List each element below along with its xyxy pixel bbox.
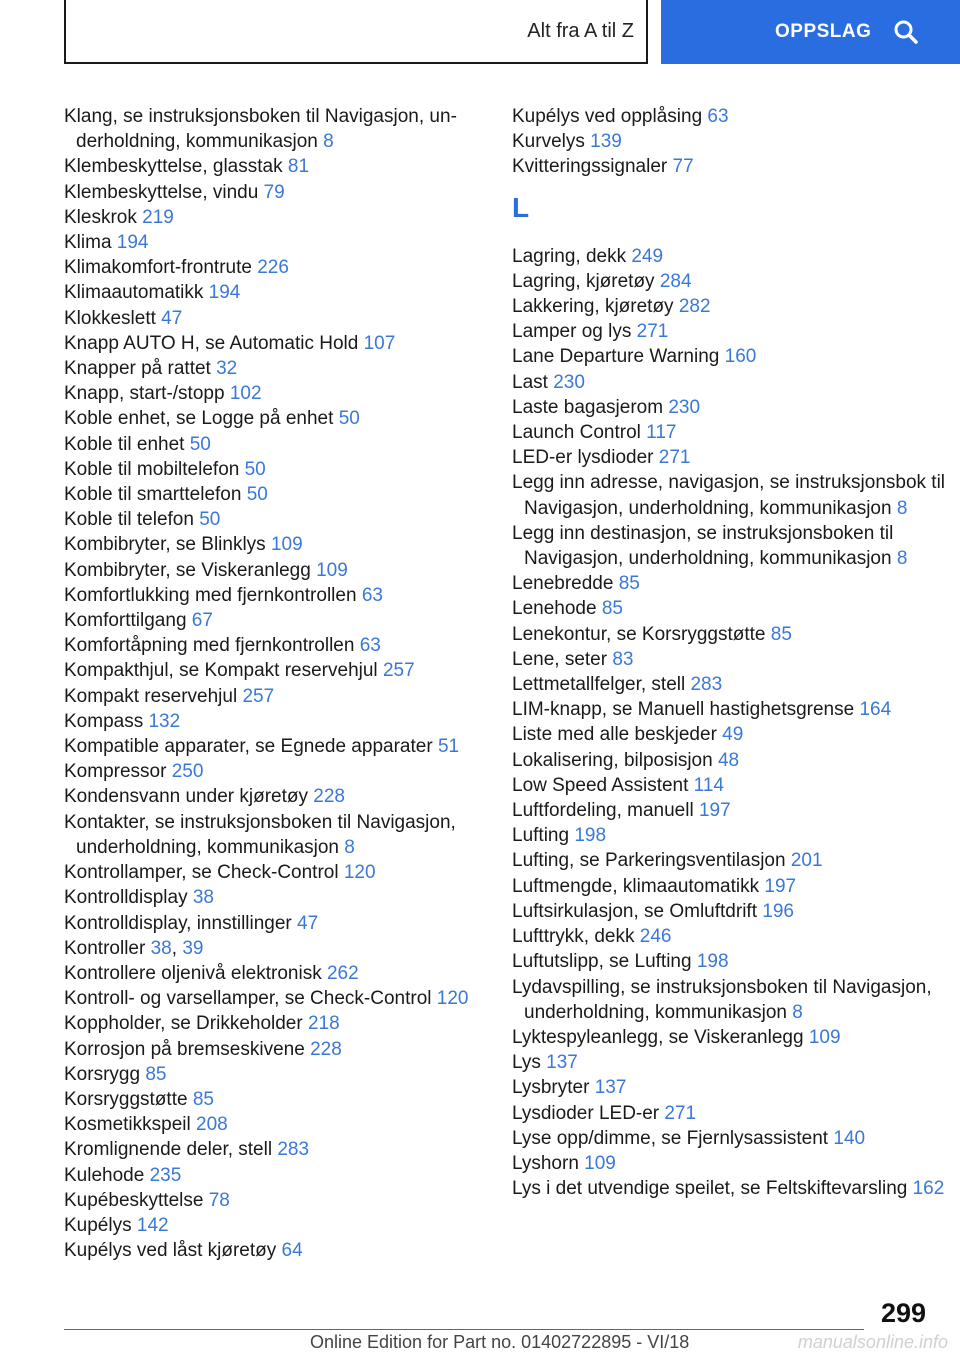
- index-entry: [512, 1126, 952, 1151]
- index-term: Kontroller: [64, 937, 146, 959]
- index-entry: [64, 532, 484, 557]
- index-entry: Kontroller 38, 39: [64, 937, 204, 959]
- index-column-left: [64, 104, 484, 1263]
- index-entry: [64, 280, 484, 305]
- page-reference-link[interactable]: 164: [859, 699, 892, 721]
- index-term: Lufttrykk, dekk: [512, 926, 635, 948]
- index-term: Kulehode: [64, 1164, 145, 1186]
- index-term: LIM-knapp, se Manuell hastighetsgrense: [512, 699, 855, 721]
- index-entry: [64, 1163, 484, 1188]
- lookup-tab-label: OPPSLAG: [775, 21, 872, 42]
- index-term: Kombibryter, se Blinklys: [64, 534, 266, 556]
- page-reference-link[interactable]: 249: [631, 245, 664, 267]
- index-term: Lys: [512, 1052, 541, 1074]
- index-entry: [64, 784, 484, 809]
- page-reference-link[interactable]: 235: [149, 1164, 182, 1186]
- page-reference-link[interactable]: 283: [690, 674, 723, 696]
- page-reference-link[interactable]: 198: [696, 951, 729, 973]
- index-term: Klembeskyttelse, vindu: [64, 181, 259, 203]
- index-entry: [512, 571, 952, 596]
- index-entry: [64, 583, 484, 608]
- index-entry: [512, 798, 952, 823]
- page-reference-link[interactable]: 246: [639, 926, 672, 948]
- page-reference-link[interactable]: 271: [636, 321, 669, 343]
- index-entry: [512, 370, 952, 395]
- page-reference-link[interactable]: 198: [574, 825, 607, 847]
- page-reference-link[interactable]: 51: [437, 736, 460, 758]
- index-entry: [64, 734, 484, 759]
- page-reference-link[interactable]: 48: [717, 749, 740, 771]
- page-reference-link[interactable]: 218: [307, 1013, 340, 1035]
- index-term: Komforttilgang: [64, 610, 187, 632]
- index-term: Kupélys ved låst kjøretøy: [64, 1240, 277, 1262]
- page-reference-link[interactable]: 114: [693, 774, 724, 796]
- index-term: Kontrolldisplay: [64, 887, 188, 909]
- index-entry: [512, 949, 952, 974]
- index-entry: [64, 1062, 484, 1087]
- page-reference-link[interactable]: 196: [762, 900, 794, 922]
- page-reference-link[interactable]: 77: [672, 156, 694, 178]
- index-term: Low Speed Assistent: [512, 774, 689, 796]
- page-reference-link[interactable]: 64: [281, 1240, 303, 1262]
- index-term: Knapp AUTO H, se Automatic Hold: [64, 332, 359, 354]
- page-reference-link[interactable]: 120: [436, 988, 469, 1010]
- index-term: Kontrollere oljenivå elektronisk: [64, 962, 322, 984]
- page-reference-link[interactable]: 85: [618, 573, 640, 595]
- index-entry: [512, 975, 952, 1025]
- index-entry: [64, 608, 484, 633]
- letter-heading: L: [512, 191, 530, 223]
- index-term: Kombibryter, se Viskeranlegg: [64, 559, 311, 581]
- page-reference-link[interactable]: 50: [338, 408, 360, 430]
- index-entry: [64, 759, 484, 784]
- index-entry: [512, 104, 952, 129]
- page-reference-link[interactable]: 230: [553, 371, 585, 393]
- index-entry: [64, 180, 484, 205]
- index-entry: [64, 986, 484, 1011]
- page-reference-link[interactable]: 284: [659, 270, 692, 292]
- index-term: Kleskrok: [64, 206, 137, 228]
- index-term: Korsrygg: [64, 1063, 141, 1085]
- page-reference-link[interactable]: 50: [246, 484, 268, 506]
- index-term: Kondensvann under kjøretøy: [64, 786, 308, 808]
- page-reference-link[interactable]: 257: [242, 685, 275, 707]
- page-reference-link[interactable]: 109: [316, 559, 348, 581]
- edition-text: Online Edition for Part no. 01402722895 - VI/18: [310, 1332, 690, 1352]
- page-reference-link[interactable]: 50: [199, 509, 221, 531]
- index-term: Legg inn adresse, navigasjon, se instruksjonsbok til Navigasjon, underholdning, kommunikasjon: [512, 472, 946, 519]
- index-term: Koble til mobiltelefon: [64, 458, 240, 480]
- index-term: Kupélys: [64, 1214, 132, 1236]
- index-term: Kontrolldisplay, innstillinger: [64, 912, 292, 934]
- page-reference-link[interactable]: 63: [707, 106, 729, 127]
- page-reference-link[interactable]: 139: [590, 131, 622, 153]
- index-term: Koble til smarttelefon: [64, 484, 242, 506]
- page-reference-link[interactable]: 271: [664, 1102, 697, 1124]
- section-title-tab: [64, 0, 648, 64]
- index-entry: [64, 1011, 484, 1036]
- index-entry: [512, 1050, 952, 1075]
- footer-divider: [64, 1329, 864, 1330]
- index-entry: [64, 381, 484, 406]
- search-icon[interactable]: [893, 19, 919, 45]
- index-term: Luftutslipp, se Lufting: [512, 951, 692, 973]
- index-term: Kvitteringssignaler: [512, 156, 668, 178]
- index-entry: [64, 205, 484, 230]
- index-entry: [64, 684, 484, 709]
- index-entry: [512, 269, 952, 294]
- index-term: Klima: [64, 232, 112, 254]
- index-term: Lydavspilling, se instruksjonsboken til Navigasjon, underholdning, kommunikasjon: [512, 976, 932, 1023]
- index-entry: [512, 244, 952, 269]
- index-entry: [64, 482, 484, 507]
- index-term: Laste bagasjerom: [512, 396, 664, 418]
- index-entry: [512, 722, 952, 747]
- page-reference-link[interactable]: 137: [594, 1077, 627, 1099]
- index-entry: [512, 672, 952, 697]
- index-entry: [512, 596, 952, 621]
- page-reference-link[interactable]: 39: [182, 937, 204, 959]
- page-reference-link[interactable]: 8: [344, 836, 355, 858]
- page-reference-link[interactable]: 85: [601, 598, 623, 620]
- index-entry: [64, 230, 484, 255]
- page-reference-link[interactable]: 197: [698, 800, 731, 822]
- index-term: Komfortlukking med fjernkontrollen: [64, 584, 357, 606]
- index-term: Lyktespyleanlegg, se Viskeranlegg: [512, 1026, 804, 1048]
- watermark: manualsonline.info: [797, 1332, 948, 1352]
- index-entry: [512, 874, 952, 899]
- page-reference-link[interactable]: 283: [277, 1139, 310, 1161]
- index-term: Lamper og lys: [512, 321, 632, 343]
- page-reference-link[interactable]: 8: [896, 497, 908, 519]
- index-term: Kontroll- og varsellamper, se Check-Control: [64, 988, 432, 1010]
- index-entry: [512, 521, 952, 571]
- index-term: Kosmetikkspeil: [64, 1114, 191, 1136]
- index-entry: [512, 899, 952, 924]
- index-term: Kompatible apparater, se Egnede apparater: [64, 736, 433, 758]
- index-term: Lenekontur, se Korsryggstøtte: [512, 623, 766, 645]
- index-term: Kompakt reservehjul: [64, 685, 238, 707]
- page-number: 299: [880, 1298, 926, 1328]
- page-reference-link[interactable]: 160: [724, 346, 757, 368]
- page-reference-link[interactable]: 117: [646, 422, 677, 444]
- page-reference-link[interactable]: 140: [833, 1127, 866, 1149]
- index-term: Klokkeslett: [64, 307, 156, 329]
- index-entry: [64, 633, 484, 658]
- index-term: Lagring, kjøretøy: [512, 270, 655, 292]
- page-reference-link[interactable]: 137: [546, 1052, 578, 1074]
- index-term: Kupélys ved opplåsing: [512, 106, 703, 127]
- index-term: Kompass: [64, 710, 144, 732]
- index-entry: [64, 406, 484, 431]
- index-term: Kontrollamper, se Check-Control: [64, 862, 339, 884]
- page-reference-link[interactable]: 38: [192, 887, 214, 909]
- index-entry: [64, 1238, 484, 1263]
- index-term: Koble enhet, se Logge på enhet: [64, 408, 334, 430]
- page-reference-link[interactable]: 102: [229, 383, 262, 405]
- index-term: Koble til telefon: [64, 509, 194, 531]
- index-entry: [512, 470, 952, 520]
- index-entry: [64, 457, 484, 482]
- index-term: Klang, se instruksjonsboken til Navigasjon, underholdning, kommunikasjon: [64, 106, 457, 153]
- page-reference-link[interactable]: 85: [145, 1063, 167, 1085]
- index-entry: [512, 1025, 952, 1050]
- index-term: Kontakter, se instruksjonsboken til Navigasjon, underholdning, kommunikasjon: [64, 811, 456, 858]
- page-reference-link[interactable]: 63: [361, 584, 383, 606]
- index-entry: [64, 1112, 484, 1137]
- index-term: Kupébeskyttelse: [64, 1189, 204, 1211]
- index-term: Lufting: [512, 825, 570, 847]
- page-reference-link[interactable]: 208: [196, 1114, 228, 1136]
- index-term: Koble til enhet: [64, 433, 185, 455]
- index-term: Korrosjon på bremseskivene: [64, 1038, 305, 1060]
- index-entry: [512, 445, 952, 470]
- index-entry: [64, 1188, 484, 1213]
- index-entry: [64, 860, 484, 885]
- index-term: Klembeskyttelse, glasstak: [64, 156, 283, 178]
- index-term: Lysbryter: [512, 1077, 590, 1099]
- page-reference-link[interactable]: 197: [764, 875, 797, 897]
- index-term: Lenehode: [512, 598, 597, 620]
- index-term: Lysdioder LED-er: [512, 1102, 660, 1124]
- index-entry: [512, 823, 952, 848]
- page-reference-link[interactable]: 109: [270, 534, 303, 556]
- page-reference-link[interactable]: 262: [326, 962, 359, 984]
- section-title: Alt fra A til Z: [527, 19, 634, 42]
- index-term: Lys i det utvendige speilet, se Feltskiftevarsling: [512, 1178, 908, 1200]
- index-term: Lene, seter: [512, 648, 608, 670]
- index-term: Kromlignende deler, stell: [64, 1139, 273, 1161]
- page-reference-link[interactable]: 228: [310, 1038, 342, 1060]
- index-term: Lyse opp/dimme, se Fjernlysassistent: [512, 1127, 829, 1149]
- index-term: Lagring, dekk: [512, 245, 627, 267]
- index-entry: [512, 1101, 952, 1126]
- index-term: Launch Control: [512, 422, 641, 444]
- page-reference-link[interactable]: 85: [770, 623, 792, 645]
- index-entry: [64, 331, 484, 356]
- index-entry: [512, 848, 952, 873]
- index-entry: [512, 773, 952, 798]
- index-entry: [64, 885, 484, 910]
- index-term: Koppholder, se Drikkeholder: [64, 1013, 303, 1035]
- page-reference-link[interactable]: 194: [116, 232, 149, 254]
- page-reference-link[interactable]: 63: [359, 635, 381, 657]
- page-reference-link[interactable]: 219: [142, 206, 174, 228]
- index-entry: [512, 622, 952, 647]
- index-entry: [64, 1137, 484, 1162]
- index-entry: [512, 748, 952, 773]
- page-reference-link[interactable]: 250: [171, 761, 204, 783]
- index-term: Komfortåpning med fjernkontrollen: [64, 635, 355, 657]
- index-term: Klimaautomatikk: [64, 282, 204, 304]
- page-reference-link[interactable]: 67: [191, 610, 213, 632]
- page-reference-link[interactable]: 226: [257, 257, 289, 279]
- index-term: Lakkering, kjøretøy: [512, 296, 674, 318]
- index-entry: [64, 356, 484, 381]
- page-reference-link[interactable]: 38: [150, 937, 172, 959]
- index-term: Luftmengde, klimaautomatikk: [512, 875, 760, 897]
- page-reference-link[interactable]: 49: [722, 724, 744, 746]
- index-column-right: [512, 104, 952, 1201]
- page-reference-link[interactable]: 109: [808, 1026, 841, 1048]
- index-term: Knapper på rattet: [64, 358, 211, 380]
- page-reference-link[interactable]: 81: [287, 156, 310, 178]
- page-reference-link[interactable]: 78: [208, 1189, 230, 1211]
- page-reference-link[interactable]: 47: [161, 307, 183, 329]
- page-reference-link[interactable]: 132: [148, 710, 181, 732]
- page-reference-link[interactable]: 120: [343, 862, 376, 884]
- page-reference-link[interactable]: 271: [658, 447, 691, 469]
- index-group-l: [512, 244, 952, 1202]
- lookup-tab[interactable]: [661, 0, 960, 64]
- index-entry: [512, 647, 952, 672]
- index-term: Lyshorn: [512, 1152, 579, 1174]
- index-entry: [64, 104, 484, 154]
- index-term: Luftsirkulasjon, se Omluftdrift: [512, 900, 757, 922]
- index-term: LED-er lysdioder: [512, 447, 654, 469]
- page-reference-link[interactable]: 230: [668, 396, 701, 418]
- index-term: Lettmetallfelger, stell: [512, 674, 686, 696]
- index-entry: [512, 129, 952, 154]
- index-entry: [512, 697, 952, 722]
- index-term: Lane Departure Warning: [512, 346, 720, 368]
- page-reference-link[interactable]: 83: [612, 648, 634, 670]
- index-term: Klimakomfort-frontrute: [64, 257, 252, 279]
- index-entry: [64, 911, 484, 936]
- page-reference-link[interactable]: 109: [584, 1152, 616, 1174]
- page-reference-link[interactable]: 85: [192, 1088, 214, 1110]
- page-reference-link[interactable]: 201: [790, 850, 823, 872]
- page-reference-link[interactable]: 79: [263, 181, 285, 203]
- index-entry: [64, 306, 484, 331]
- index-term: Kompressor: [64, 761, 167, 783]
- page-reference-link[interactable]: 282: [678, 296, 711, 318]
- index-entry: [64, 154, 484, 179]
- index-entry: [512, 344, 952, 369]
- index-term: Liste med alle beskjeder: [512, 724, 717, 746]
- index-entry: [512, 1151, 952, 1176]
- index-term: Korsryggstøtte: [64, 1088, 188, 1110]
- page-reference-link[interactable]: 107: [363, 332, 396, 354]
- page-reference-link[interactable]: 142: [136, 1214, 169, 1236]
- index-entry: [64, 1037, 484, 1062]
- index-entry: [64, 432, 484, 457]
- index-term: Lokalisering, bilposisjon: [512, 749, 713, 771]
- page-reference-link[interactable]: 194: [208, 282, 241, 304]
- index-entry: [512, 1075, 952, 1100]
- index-entry: [64, 507, 484, 532]
- index-entry: [512, 319, 952, 344]
- index-entry: [64, 810, 484, 860]
- page-reference-link[interactable]: 50: [189, 433, 211, 455]
- index-entry: [512, 395, 952, 420]
- page-reference-link[interactable]: 257: [382, 660, 415, 682]
- page-reference-link[interactable]: 8: [896, 548, 908, 570]
- page-reference-link[interactable]: 228: [313, 786, 345, 808]
- index-entry: [512, 1176, 952, 1201]
- index-group-k-continued: [512, 104, 952, 180]
- page-reference-link[interactable]: 162: [912, 1178, 945, 1200]
- index-entry: [512, 924, 952, 949]
- index-entry: [64, 558, 484, 583]
- index-entry: [64, 1087, 484, 1112]
- page-reference-link[interactable]: 8: [323, 131, 334, 153]
- page-reference-link[interactable]: 8: [792, 1001, 803, 1023]
- index-term: Legg inn destinasjon, se instruksjonsboken til Navigasjon, underholdning, kommunikasjon: [512, 522, 894, 570]
- index-entry: [64, 1213, 484, 1238]
- index-entry: [64, 658, 484, 683]
- index-term: Lufting, se Parkeringsventilasjon: [512, 850, 786, 872]
- page-reference-link[interactable]: 47: [297, 912, 319, 934]
- index-entry: [64, 709, 484, 734]
- index-entry: [512, 294, 952, 319]
- index-term: Lenebredde: [512, 573, 614, 595]
- page-reference-link[interactable]: 32: [216, 358, 238, 380]
- index-term: Kurvelys: [512, 131, 585, 153]
- index-term: Luftfordeling, manuell: [512, 800, 694, 822]
- index-term: Kompakthjul, se Kompakt reservehjul: [64, 660, 378, 682]
- index-entry: [64, 961, 484, 986]
- index-entry: [512, 420, 952, 445]
- index-term: Last: [512, 371, 548, 393]
- index-entry: [64, 255, 484, 280]
- index-term: Knapp, start-/stopp: [64, 383, 225, 405]
- index-entry: [512, 154, 952, 179]
- page-reference-link[interactable]: 50: [244, 458, 266, 480]
